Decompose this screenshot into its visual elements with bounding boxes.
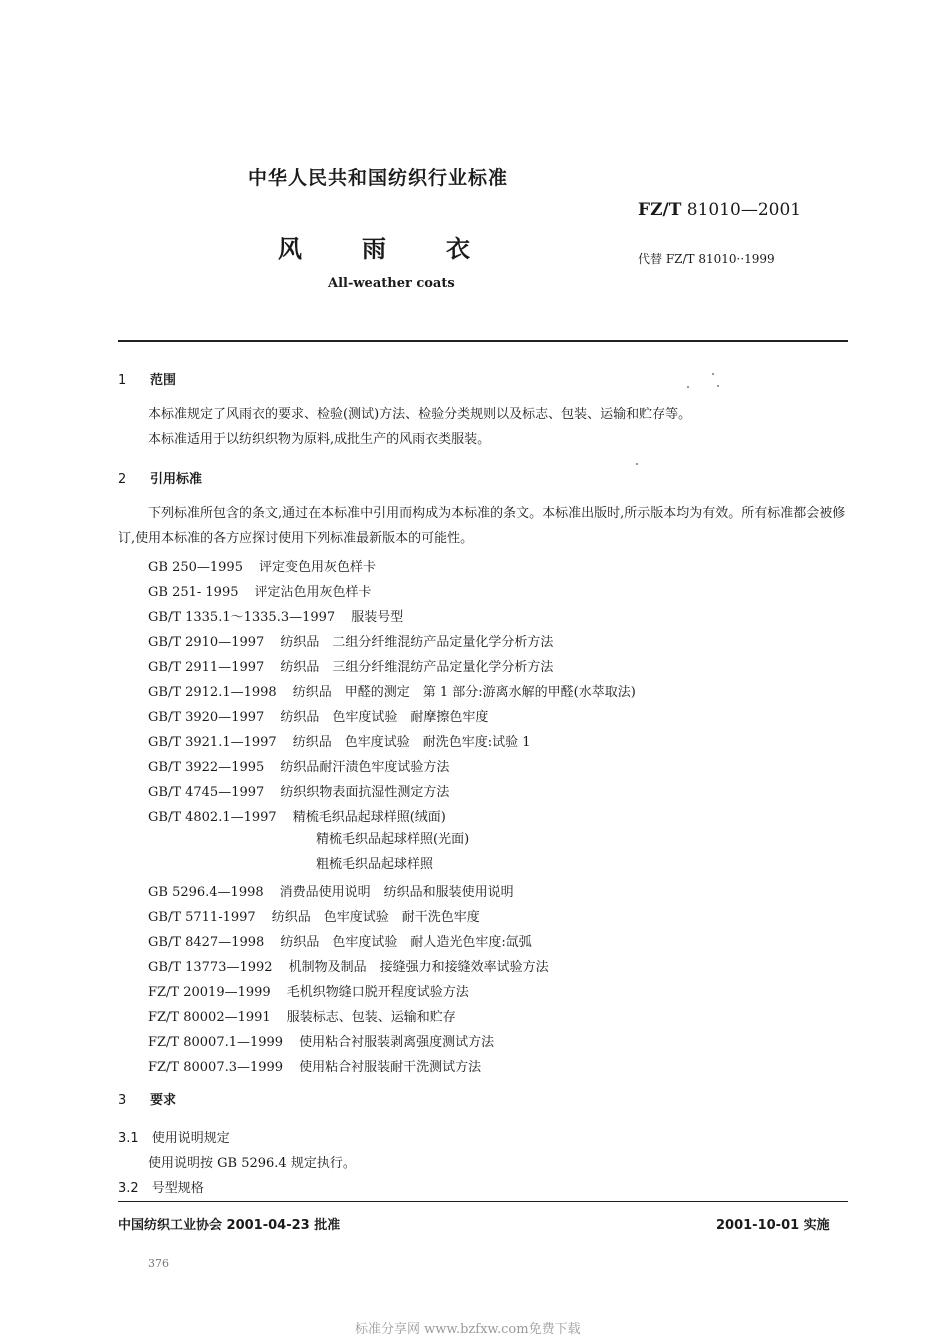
replaces-standard: 代替 FZ/T 81010··1999 (638, 252, 775, 266)
reference-standard-number: GB/T 3920—1997 (148, 710, 265, 725)
reference-standard-number: GB/T 5711-1997 (148, 910, 256, 925)
reference-row (148, 1053, 481, 1076)
reference-row (148, 978, 469, 1001)
reference-standard-title: 服装标志、包装、运输和贮存 (286, 1010, 456, 1025)
reference-row (148, 1028, 494, 1051)
section-3-heading (118, 1089, 176, 1108)
reference-standard-title: 评定沾色用灰色样卡 (254, 585, 372, 600)
reference-row (148, 553, 376, 576)
reference-standard-number: FZ/T 20019—1999 (148, 985, 271, 1000)
section-2-para: 下列标准所包含的条文,通过在本标准中引用而构成为本标准的条文。本标准出版时,所示版本均为有效。所有标准都会被修订,使用本标准的各方应探讨使用下列标准最新版本的可能性。 (118, 506, 846, 546)
reference-standard-number: GB/T 3921.1—1997 (148, 735, 277, 750)
section-2-heading (118, 468, 202, 487)
reference-standard-number: GB 5296.4—1998 (148, 885, 264, 900)
reference-standard-title: 纺织品 色牢度试验 耐干洗色牢度 (271, 910, 480, 925)
watermark: 标准分享网 www.bzfxw.com免费下载 (355, 1322, 581, 1337)
section-1-para-1: 本标准规定了风雨衣的要求、检验(测试)方法、检验分类规则以及标志、包装、运输和贮存等。 (148, 407, 692, 422)
section-1-heading (118, 369, 176, 388)
section-1-para-2: 本标准适用于以纺织织物为原料,成批生产的风雨衣类服装。 (148, 432, 491, 447)
reference-standard-title: 使用粘合衬服装剥离强度测试方法 (299, 1035, 495, 1050)
reference-standard-title: 纺织品 色牢度试验 耐人造光色牢度:氙弧 (280, 935, 532, 950)
reference-standard-number: GB/T 4745—1997 (148, 785, 265, 800)
reference-standard-title: 纺织织物表面抗湿性测定方法 (280, 785, 450, 800)
subsection-3-2-number: 3.2 (118, 1181, 139, 1196)
reference-standard-title: 服装号型 (351, 610, 404, 625)
reference-row (148, 728, 531, 751)
reference-row (148, 578, 372, 601)
reference-row (148, 653, 553, 676)
scan-speck (712, 373, 714, 375)
reference-row (148, 703, 488, 726)
section-3-title: 要求 (150, 1093, 177, 1108)
scan-speck (636, 463, 638, 465)
reference-standard-title: 评定变色用灰色样卡 (258, 560, 376, 575)
section-3-number: 3 (118, 1093, 127, 1108)
reference-row (148, 1003, 456, 1026)
reference-row (148, 753, 449, 776)
reference-standard-title: 精梳毛织品起球样照(绒面) (292, 810, 446, 825)
standard-code-number: 81010—2001 (686, 200, 802, 220)
section-1-number: 1 (118, 373, 127, 388)
reference-standard-title: 粗梳毛织品起球样照 (316, 857, 434, 872)
reference-standard-title: 纺织品 甲醛的测定 第 1 部分:游离水解的甲醛(水萃取法) (292, 685, 636, 700)
section-2-number: 2 (118, 472, 127, 487)
subsection-3-2-heading (118, 1177, 204, 1196)
reference-standard-number: GB/T 2912.1—1998 (148, 685, 277, 700)
effective-date: 2001-10-01 实施 (716, 1218, 830, 1233)
issued-by: 中国纺织工业协会 2001-04-23 批准 (118, 1218, 341, 1233)
section-2-title: 引用标准 (150, 472, 203, 487)
reference-standard-title: 纺织品 二组分纤维混纺产品定量化学分析方法 (280, 635, 554, 650)
standard-code (638, 200, 801, 220)
subsection-3-2-title: 号型规格 (151, 1181, 204, 1196)
reference-standard-number: GB/T 2910—1997 (148, 635, 265, 650)
scan-speck (717, 385, 719, 387)
reference-standard-title: 精梳毛织品起球样照(光面) (316, 832, 470, 847)
reference-row (148, 803, 446, 826)
reference-standard-title: 纺织品 色牢度试验 耐洗色牢度:试验 1 (292, 735, 531, 750)
reference-row (316, 828, 469, 847)
document-title-en: All-weather coats (328, 276, 455, 291)
reference-standard-number: GB/T 2911—1997 (148, 660, 265, 675)
reference-standard-title: 毛机织物缝口脱开程度试验方法 (286, 985, 469, 1000)
reference-row (148, 903, 480, 926)
standard-code-prefix: FZ/T (638, 200, 682, 220)
reference-standard-number: GB/T 13773—1992 (148, 960, 273, 975)
reference-row (148, 928, 532, 951)
reference-standard-number: FZ/T 80007.1—1999 (148, 1035, 284, 1050)
reference-standard-number: GB/T 1335.1～1335.3—1997 (148, 610, 336, 625)
reference-standard-number: GB 251- 1995 (148, 585, 239, 600)
reference-standard-title: 消费品使用说明 纺织品和服装使用说明 (279, 885, 514, 900)
section-1-title: 范围 (150, 373, 177, 388)
subsection-3-1-para: 使用说明按 GB 5296.4 规定执行。 (148, 1156, 356, 1171)
reference-standard-title: 纺织品 色牢度试验 耐摩擦色牢度 (280, 710, 489, 725)
reference-row (148, 603, 403, 626)
document-title-zh: 风雨衣 (278, 235, 530, 263)
reference-row (148, 878, 514, 901)
reference-standard-number: GB/T 8427—1998 (148, 935, 265, 950)
reference-standard-number: FZ/T 80007.3—1999 (148, 1060, 284, 1075)
reference-standard-number: GB/T 3922—1995 (148, 760, 265, 775)
reference-row (316, 853, 433, 872)
reference-standard-number: GB/T 4802.1—1997 (148, 810, 277, 825)
reference-standard-number: GB 250—1995 (148, 560, 243, 575)
reference-standard-number: FZ/T 80002—1991 (148, 1010, 271, 1025)
subsection-3-1-heading (118, 1127, 230, 1146)
reference-standard-title: 纺织品 三组分纤维混纺产品定量化学分析方法 (280, 660, 554, 675)
reference-row (148, 678, 636, 701)
page-number: 376 (148, 1257, 169, 1270)
scan-speck (687, 386, 689, 388)
reference-standard-title: 使用粘合衬服装耐干洗测试方法 (299, 1060, 482, 1075)
footer-divider (118, 1201, 848, 1202)
reference-standard-title: 机制物及制品 接缝强力和接缝效率试验方法 (288, 960, 549, 975)
reference-row (148, 628, 553, 651)
subsection-3-1-number: 3.1 (118, 1131, 139, 1146)
subsection-3-1-title: 使用说明规定 (151, 1131, 230, 1146)
header-divider (118, 340, 848, 342)
reference-standard-title: 纺织品耐汗渍色牢度试验方法 (280, 760, 450, 775)
standard-org-title: 中华人民共和国纺织行业标准 (248, 167, 509, 189)
reference-row (148, 953, 549, 976)
reference-row (148, 778, 449, 801)
